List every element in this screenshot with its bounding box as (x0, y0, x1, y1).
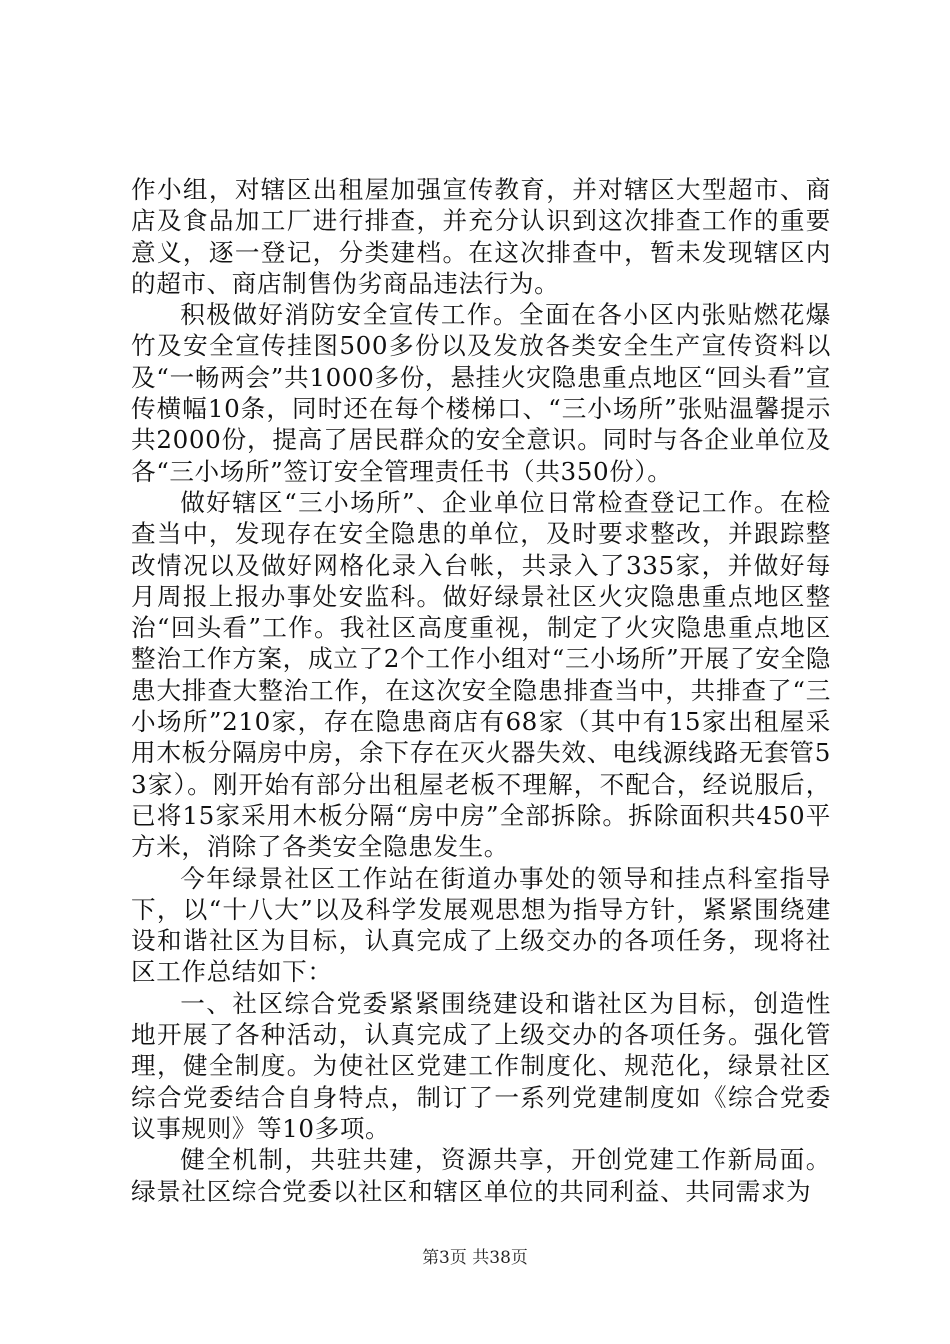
paragraph-2: 积极做好消防安全宣传工作。全面在各小区内张贴燃花爆竹及安全宣传挂图500多份以及发放各类安全生产宣传资料以及“一畅两会”共1000多份，悬挂火灾隐患重点地区“回头看”宣传横幅10条，同时还在每个楼梯口、“三小场所”张贴温馨提示共2000份，提高了居民群众的安全意识。同时与各企业单位及各“三小场所”签订安全管理责任书（共350份）。 (131, 300, 831, 486)
paragraph-5: 一、社区综合党委紧紧围绕建设和谐社区为目标，创造性地开展了各种活动，认真完成了上级交办的各项任务。强化管理，健全制度。为使社区党建工作制度化、规范化，绿景社区综合党委结合自身特点，制订了一系列党建制度如《综合党委议事规则》等10多项。 (131, 988, 831, 1143)
paragraph-4: 今年绿景社区工作站在街道办事处的领导和挂点科室指导下，以“十八大”以及科学发展观思想为指导方针，紧紧围绕建设和谐社区为目标，认真完成了上级交办的各项任务，现将社区工作总结如下： (131, 863, 831, 987)
paragraph-3: 做好辖区“三小场所”、企业单位日常检查登记工作。在检查当中，发现存在安全隐患的单位，及时要求整改，并跟踪整改情况以及做好网格化录入台帐，共录入了335家，并做好每月周报上报办事处安监科。做好绿景社区火灾隐患重点地区整治“回头看”工作。我社区高度重视，制定了火灾隐患重点地区整治工作方案，成立了2个工作小组对“三小场所”开展了安全隐患大排查大整治工作，在这次安全隐患排查当中，共排查了“三小场所”210家，存在隐患商店有68家（其中有15家出租屋采用木板分隔房中房，余下存在灭火器失效、电线源线路无套管53家）。刚开始有部分出租屋老板不理解，不配合，经说服后，已将15家采用木板分隔“房中房”全部拆除。拆除面积共450平方米，消除了各类安全隐患发生。 (131, 487, 831, 862)
document-body (131, 174, 831, 1207)
paragraph-1: 作小组，对辖区出租屋加强宣传教育，并对辖区大型超市、商店及食品加工厂进行排查，并充分认识到这次排查工作的重要意义，逐一登记，分类建档。在这次排查中，暂未发现辖区内的超市、商店制售伪劣商品违法行为。 (131, 175, 831, 298)
paragraph-6: 健全机制，共驻共建，资源共享，开创党建工作新局面。绿景社区综合党委以社区和辖区单位的共同利益、共同需求为 (131, 1145, 831, 1206)
page-footer: 第3页 共38页 (422, 1248, 528, 1268)
